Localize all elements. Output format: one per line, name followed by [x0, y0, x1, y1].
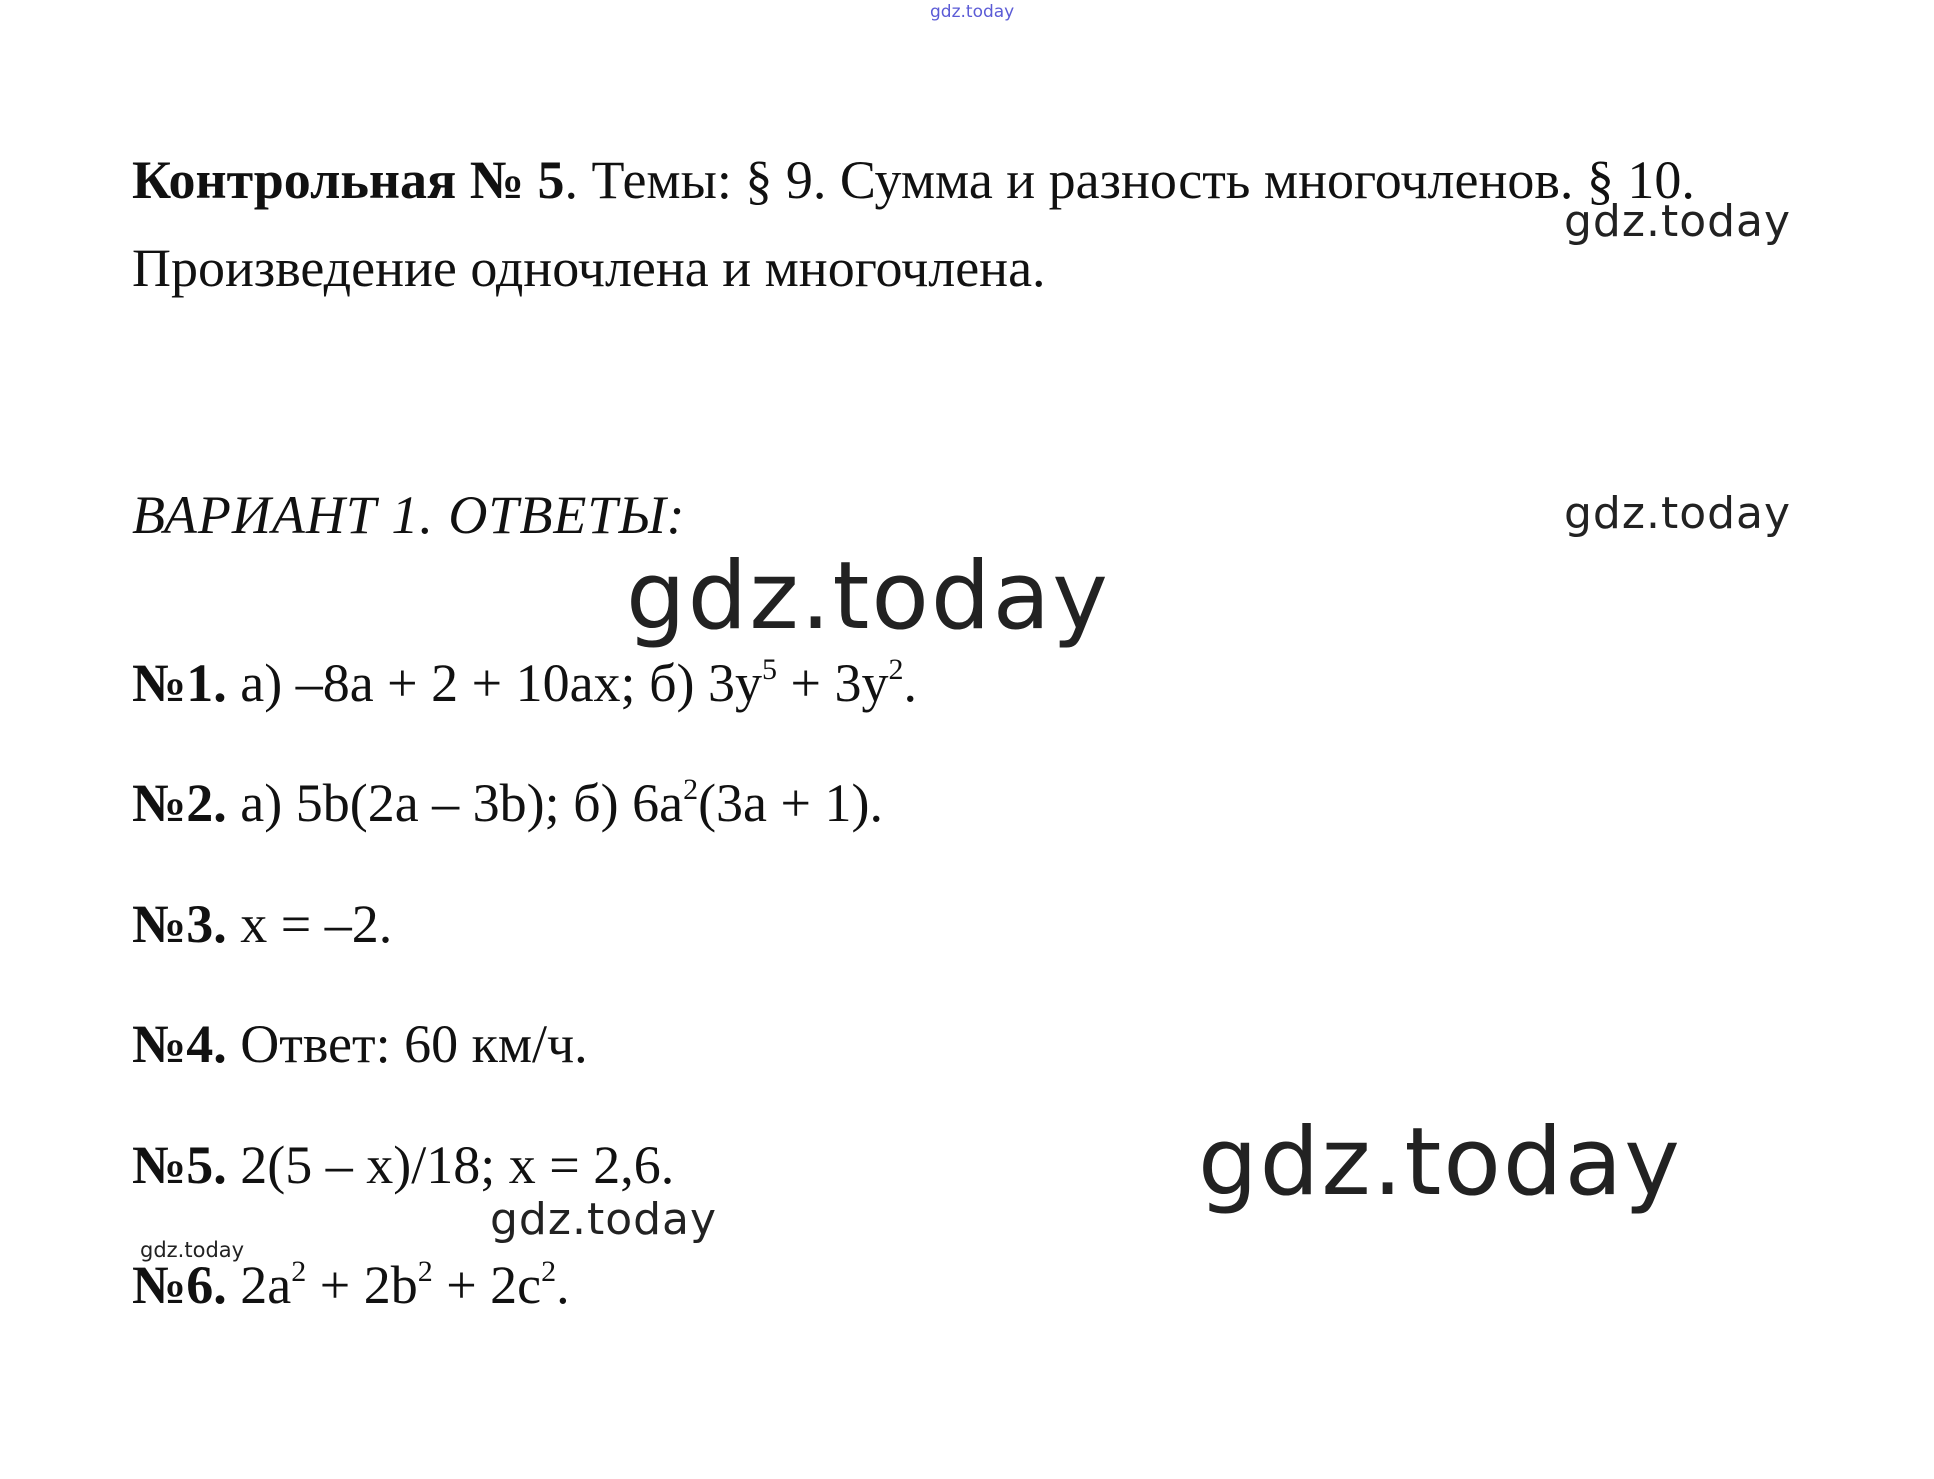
- answer-number: №3.: [132, 894, 227, 954]
- watermark-right-2: gdz.today: [1564, 488, 1792, 539]
- answer-2: [132, 772, 883, 834]
- answer-6: [132, 1254, 570, 1316]
- title-topic-line2: Произведение одночлена и многочлена.: [132, 238, 1046, 298]
- exponent: 2: [291, 1255, 307, 1288]
- watermark-mid: gdz.today: [490, 1194, 718, 1245]
- exponent: 2: [888, 653, 904, 686]
- watermark-top: gdz.today: [930, 2, 1015, 22]
- answer-text: + 3у: [777, 653, 889, 713]
- answer-number: №2.: [132, 773, 227, 833]
- exponent: 2: [541, 1255, 557, 1288]
- title-bold: Контрольная № 5: [132, 150, 565, 210]
- answer-text: + 2b: [306, 1255, 418, 1315]
- answer-text: .: [903, 653, 917, 713]
- answer-text: 2(5 – x)/18; x = 2,6.: [240, 1135, 675, 1195]
- answer-4: [132, 1013, 588, 1075]
- watermark-right-1: gdz.today: [1564, 196, 1792, 247]
- answer-number: №1.: [132, 653, 227, 713]
- answer-3: [132, 893, 392, 955]
- title-topics: . Темы: § 9. Сумма и разность многочленов. § 10.: [564, 150, 1695, 210]
- exponent: 2: [417, 1255, 433, 1288]
- watermark-large-2: gdz.today: [1198, 1108, 1682, 1217]
- answer-text: 2a: [240, 1255, 292, 1315]
- answer-number: №5.: [132, 1135, 227, 1195]
- exponent: 5: [762, 653, 778, 686]
- answer-text: .: [556, 1255, 570, 1315]
- variant-heading: ВАРИАНТ 1. ОТВЕТЫ:: [132, 485, 686, 545]
- answer-text: а) 5b(2a – 3b); б) 6a: [240, 773, 684, 833]
- answer-text: а) –8а + 2 + 10ах; б) 3у: [240, 653, 763, 713]
- answer-5: [132, 1134, 674, 1196]
- answer-number: №4.: [132, 1014, 227, 1074]
- watermark-small: gdz.today: [140, 1238, 245, 1262]
- answer-text: + 2c: [432, 1255, 542, 1315]
- answer-1: [132, 652, 917, 714]
- exponent: 2: [683, 773, 699, 806]
- watermark-large-1: gdz.today: [626, 542, 1110, 651]
- answer-text: (3a + 1).: [698, 773, 883, 833]
- document-title: [132, 136, 1852, 312]
- answer-text: Ответ: 60 км/ч.: [240, 1014, 588, 1074]
- answer-text: x = –2.: [240, 894, 393, 954]
- answer-number: №6.: [132, 1255, 227, 1315]
